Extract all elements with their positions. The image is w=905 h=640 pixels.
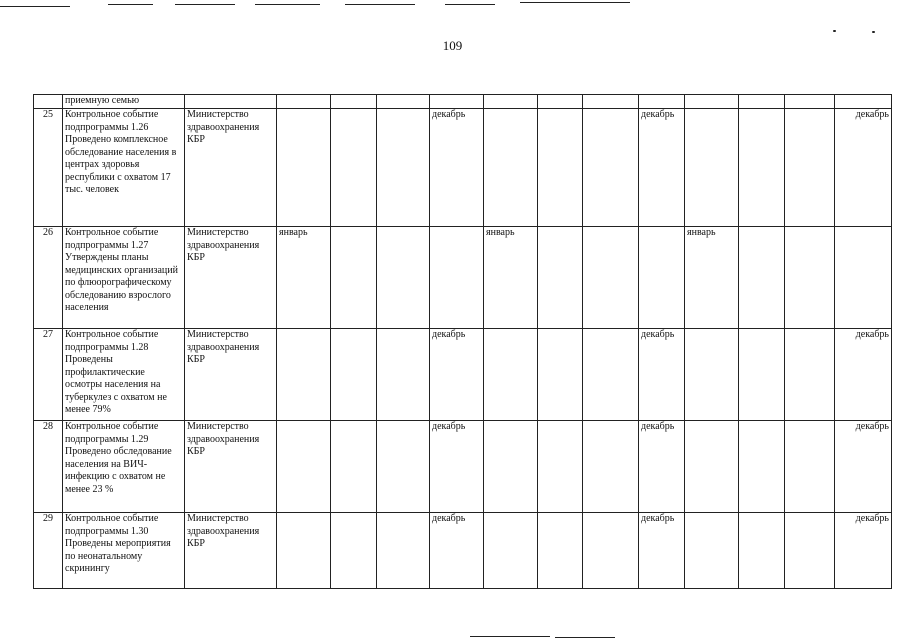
row-number-cell: 26 [34, 227, 63, 329]
month-cell [739, 421, 785, 513]
month-cell [583, 421, 639, 513]
scan-line [0, 6, 70, 7]
month-cell [331, 109, 377, 227]
month-cell [331, 513, 377, 589]
table-row [34, 227, 892, 329]
event-cell: Контрольное событие подпрограммы 1.30 Проведены мероприятия по неонатальному скринингу [63, 513, 185, 589]
month-cell [583, 227, 639, 329]
month-cell [277, 95, 331, 109]
executor-cell [185, 95, 277, 109]
event-cell: Контрольное событие подпрограммы 1.28 Проведены профилактические осмотры населения на туберкулез с охватом не менее 79% [63, 329, 185, 421]
month-cell [785, 227, 835, 329]
month-cell [583, 95, 639, 109]
month-cell [639, 227, 685, 329]
month-cell: декабрь [430, 513, 484, 589]
month-cell: декабрь [835, 513, 892, 589]
row-number-cell [34, 95, 63, 109]
month-cell: декабрь [835, 109, 892, 227]
month-cell [538, 329, 583, 421]
month-cell [835, 95, 892, 109]
month-cell [685, 513, 739, 589]
plan-table [33, 94, 892, 589]
month-cell [639, 95, 685, 109]
month-cell [484, 513, 538, 589]
month-cell [583, 513, 639, 589]
month-cell [785, 421, 835, 513]
month-cell [377, 513, 430, 589]
month-cell: декабрь [639, 329, 685, 421]
month-cell: январь [277, 227, 331, 329]
month-cell [484, 329, 538, 421]
plan-table-body [34, 95, 892, 589]
month-cell: декабрь [639, 513, 685, 589]
month-cell [377, 329, 430, 421]
month-cell [277, 513, 331, 589]
event-cell: Контрольное событие подпрограммы 1.29 Проведено обследование населения на ВИЧ-инфекцию с охватом не менее 23 % [63, 421, 185, 513]
row-number-cell: 28 [34, 421, 63, 513]
month-cell [377, 95, 430, 109]
executor-cell: Министерство здравоохранения КБР [185, 513, 277, 589]
executor-cell: Министерство здравоохранения КБР [185, 109, 277, 227]
month-cell: декабрь [639, 421, 685, 513]
month-cell [484, 421, 538, 513]
month-cell [484, 95, 538, 109]
month-cell [739, 227, 785, 329]
scan-line [345, 4, 415, 5]
month-cell: январь [685, 227, 739, 329]
month-cell [538, 227, 583, 329]
month-cell: декабрь [835, 421, 892, 513]
month-cell [277, 421, 331, 513]
scan-line [470, 636, 550, 637]
month-cell: декабрь [835, 329, 892, 421]
month-cell: январь [484, 227, 538, 329]
month-cell [538, 421, 583, 513]
scan-speck [872, 31, 875, 33]
month-cell [331, 227, 377, 329]
month-cell [583, 329, 639, 421]
scan-line [255, 4, 320, 5]
month-cell [685, 109, 739, 227]
month-cell [430, 227, 484, 329]
table-row [34, 109, 892, 227]
executor-cell: Министерство здравоохранения КБР [185, 329, 277, 421]
month-cell [739, 109, 785, 227]
month-cell [538, 513, 583, 589]
executor-cell: Министерство здравоохранения КБР [185, 421, 277, 513]
table-row [34, 329, 892, 421]
month-cell [277, 109, 331, 227]
row-number-cell: 25 [34, 109, 63, 227]
month-cell [538, 95, 583, 109]
month-cell [785, 95, 835, 109]
month-cell [739, 513, 785, 589]
table-row-carryover [34, 95, 892, 109]
event-cell: Контрольное событие подпрограммы 1.27 Утверждены планы медицинских организаций по флюорографическому обследованию взрослого населения [63, 227, 185, 329]
month-cell: декабрь [430, 421, 484, 513]
month-cell [739, 95, 785, 109]
scan-line [445, 4, 495, 5]
scan-line [555, 637, 615, 638]
month-cell [785, 513, 835, 589]
month-cell [785, 329, 835, 421]
month-cell: декабрь [639, 109, 685, 227]
month-cell [331, 95, 377, 109]
month-cell [377, 421, 430, 513]
month-cell [331, 329, 377, 421]
month-cell [331, 421, 377, 513]
month-cell [377, 109, 430, 227]
month-cell [685, 421, 739, 513]
month-cell [377, 227, 430, 329]
row-number-cell: 29 [34, 513, 63, 589]
month-cell: декабрь [430, 109, 484, 227]
month-cell [685, 329, 739, 421]
month-cell [835, 227, 892, 329]
month-cell [484, 109, 538, 227]
page-number: 109 [442, 38, 463, 53]
month-cell [277, 329, 331, 421]
scan-line [175, 4, 235, 5]
scan-line [520, 2, 630, 3]
table-row [34, 513, 892, 589]
month-cell [430, 95, 484, 109]
event-cell: приемную семью [63, 95, 185, 109]
month-cell [785, 109, 835, 227]
month-cell: декабрь [430, 329, 484, 421]
month-cell [538, 109, 583, 227]
executor-cell: Министерство здравоохранения КБР [185, 227, 277, 329]
month-cell [685, 95, 739, 109]
row-number-cell: 27 [34, 329, 63, 421]
month-cell [583, 109, 639, 227]
month-cell [739, 329, 785, 421]
table-row [34, 421, 892, 513]
event-cell: Контрольное событие подпрограммы 1.26 Проведено комплексное обследование населения в центрах здоровья республики с охватом 17 тыс. человек [63, 109, 185, 227]
scan-line [108, 4, 153, 5]
scan-speck [833, 30, 836, 32]
